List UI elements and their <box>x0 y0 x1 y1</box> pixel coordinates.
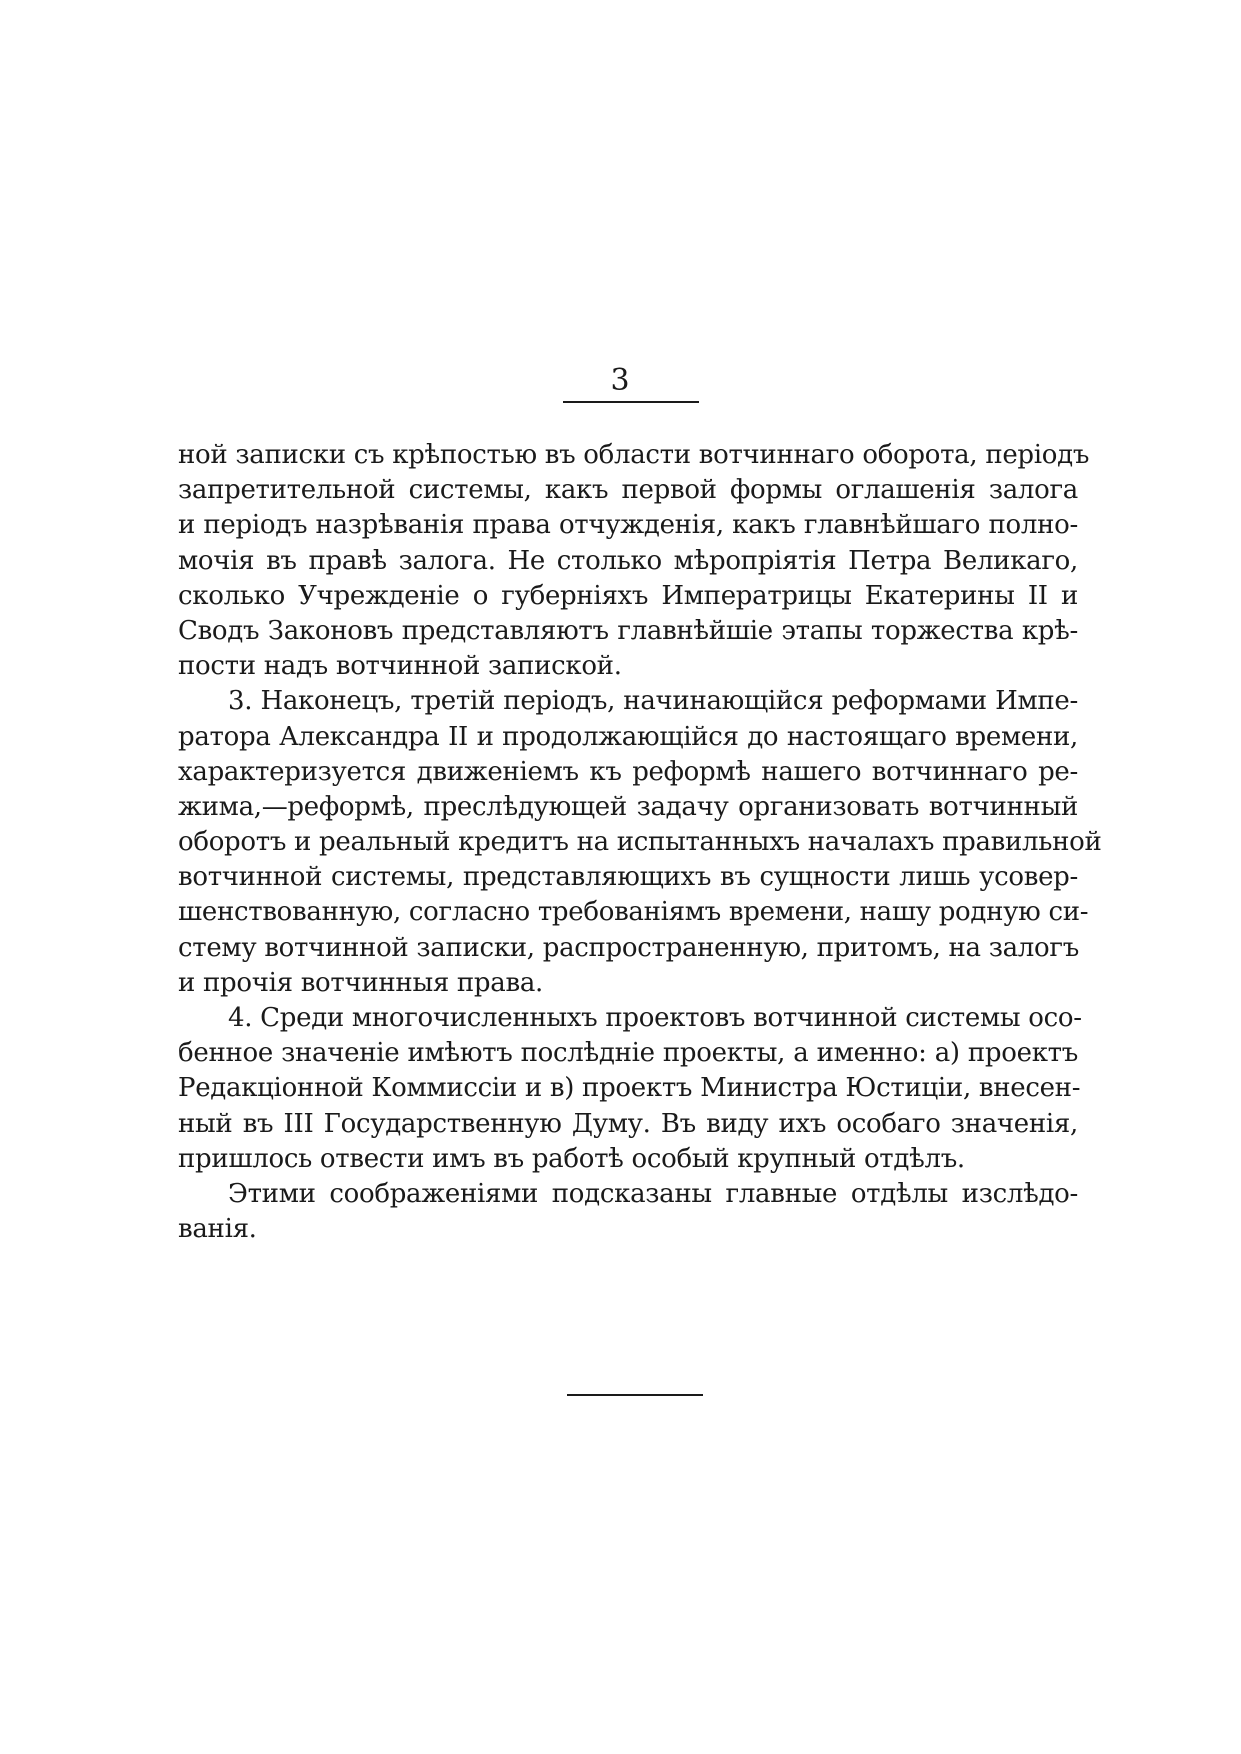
paragraph-3-start: 3. Наконецъ, третій періодъ, начинающійся реформами Импе- <box>228 686 1078 717</box>
text-line: и періодъ назрѣванія права отчужденія, какъ главнѣйшаго полно- <box>178 510 1078 541</box>
body-text <box>178 438 1102 1247</box>
header-rule <box>563 401 699 403</box>
text-line: шенствованную, согласно требованіямъ времени, нашу родную си- <box>178 897 1089 928</box>
text-line: ванія. <box>178 1214 257 1245</box>
text-line: Сводъ Законовъ представляютъ главнѣйшіе этапы торжества крѣ- <box>178 615 1078 646</box>
text-line: оборотъ и реальный кредитъ на испытанныхъ началахъ правильной <box>178 827 1102 858</box>
text-line: ной записки съ крѣпостью въ области вотчиннаго оборота, періодъ <box>178 440 1090 470</box>
text-line: запретительной системы, какъ первой формы оглашенія залога <box>178 475 1078 506</box>
text-line: Редакціонной Коммиссіи и в) проектъ Министра Юстиціи, внесен- <box>178 1073 1081 1104</box>
text-line: пришлось отвести имъ въ работѣ особый крупный отдѣлъ. <box>178 1143 965 1174</box>
text-line: вотчинной системы, представляющихъ въ сущности лишь усовер- <box>178 862 1078 893</box>
text-line: пости надъ вотчинной запиской. <box>178 651 622 682</box>
text-line: ратора Александра II и продолжающійся до настоящаго времени, <box>178 721 1078 752</box>
text-line: бенное значеніе имѣютъ послѣдніе проекты, а именно: а) проектъ <box>178 1038 1078 1069</box>
paragraph-final-start: Этими соображеніями подсказаны главные отдѣлы изслѣдо- <box>228 1178 1078 1209</box>
text-line: и прочія вотчинныя права. <box>178 967 543 998</box>
text-line: ный въ III Государственную Думу. Въ виду ихъ особаго значенія, <box>178 1108 1078 1139</box>
text-line: сколько Учрежденіе о губерніяхъ Императрицы Екатерины II и <box>178 580 1078 611</box>
text-line: стему вотчинной записки, распространенную, притомъ, на залогъ <box>178 932 1079 963</box>
text-line: характеризуется движеніемъ къ реформѣ нашего вотчиннаго ре- <box>178 756 1078 787</box>
text-line: мочія въ правѣ залога. Не столько мѣропріятія Петра Великаго, <box>178 545 1078 576</box>
text-line: жима,—реформѣ, преслѣдующей задачу организовать вотчинный <box>178 791 1078 822</box>
page-number: 3 <box>610 363 630 398</box>
paragraph-4-start: 4. Среди многочисленныхъ проектовъ вотчинной системы осо- <box>228 1003 1082 1033</box>
end-rule <box>567 1394 703 1396</box>
